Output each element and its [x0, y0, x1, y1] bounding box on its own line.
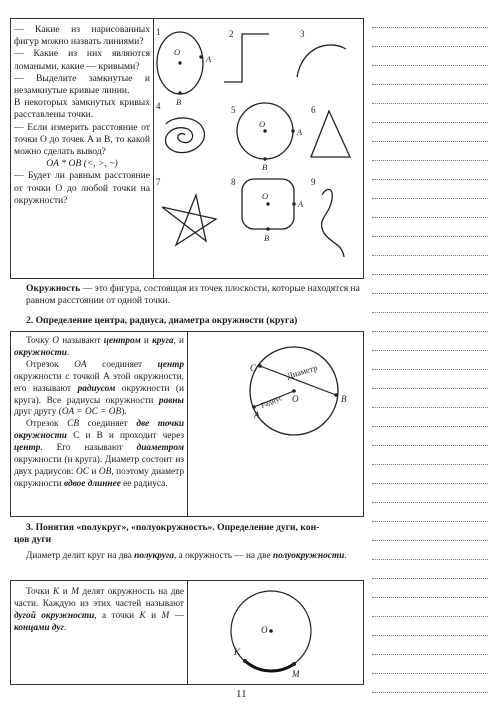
note-line [372, 388, 488, 389]
definition-term: Окружность [26, 283, 81, 294]
note-line [372, 255, 488, 256]
arc-bold [245, 661, 294, 671]
section2-text [14, 336, 184, 491]
label-O: O [292, 394, 299, 404]
note-line [372, 65, 488, 66]
note-line [372, 198, 488, 199]
note-line [372, 407, 488, 408]
note-line [372, 122, 488, 123]
figure-number-6: 6 [311, 105, 316, 115]
figure-6-triangle [311, 111, 350, 157]
note-line [372, 445, 488, 446]
note-line [372, 141, 488, 142]
fig1-label-A: A [206, 54, 212, 64]
label-C: C [250, 363, 257, 373]
section3-text: Точки K и M делят окружность на две части. Каждую из этих частей называют дугой окружности, а точки K и M — концами дуг. [14, 587, 184, 633]
question-5: — Если измерить расстояние от точки O до точек A и B, то какой можно сделать вывод? [14, 121, 150, 158]
note-line [372, 312, 488, 313]
page-number: 11 [236, 688, 247, 700]
note-line [372, 426, 488, 427]
note-line [372, 27, 488, 28]
question-4: В некоторых замкнутых кривых расставлены точки. [14, 97, 150, 121]
figure-number-1: 1 [156, 27, 161, 37]
question-6: — Будет ли равным расстояние от точки O до любой точки на окружности? [14, 170, 150, 206]
label-M: M [292, 669, 300, 679]
section1-figures [154, 19, 361, 277]
figure-3-arc [297, 45, 346, 77]
label-radius: Радиус [259, 393, 284, 410]
section2-title: 2. Определение центра, радиуса, диаметра окружности (круга) [26, 315, 298, 326]
note-line [372, 521, 488, 522]
fig5-label-A: A [297, 127, 303, 137]
note-line [372, 635, 488, 636]
section3-intro: Диаметр делит круг на два полукруга, а окружность — на две полуокружности. [26, 551, 347, 561]
note-line [372, 103, 488, 104]
note-line [372, 350, 488, 351]
section3-title-line-2: цов дуги [14, 534, 52, 545]
label-K: K [234, 647, 241, 657]
figure-number-3: 3 [300, 29, 305, 39]
section3-figure [188, 581, 361, 683]
section3-title [14, 522, 362, 546]
figure-number-8: 8 [231, 177, 236, 187]
note-line [372, 692, 488, 693]
label-diameter: Диаметр [285, 362, 319, 381]
label-B: B [341, 394, 347, 404]
note-line [372, 502, 488, 503]
label-O-arc: O [261, 625, 268, 635]
section3-title-line-1: 3. Понятия «полукруг», «полуокружность». Определение дуги, кон- [26, 522, 320, 533]
note-line [372, 179, 488, 180]
fig8-label-A: A [298, 199, 304, 209]
note-line [372, 84, 488, 85]
figure-9-squiggle [322, 189, 344, 257]
note-line [372, 160, 488, 161]
fig5-label-O: O [259, 119, 266, 129]
section2-paragraph-1: Точку O называют центром и круга, и окружности. [14, 336, 185, 358]
note-line [372, 274, 488, 275]
section2-figure [188, 332, 361, 515]
section2-paragraph-2: Отрезок OA соединяет центр окружности с точкой A этой окружности, его называют радиусом окружности (и круга). Все радиусы окружности равны друг другу (OA = OC = OB). [14, 359, 185, 418]
question-1: — Какие из нарисованных фигур можно назвать линиями? [14, 24, 150, 48]
question-2: — Какие из них являются ломаными, какие — кривыми? [14, 48, 150, 72]
figure-number-4: 4 [156, 101, 161, 111]
figure-number-9: 9 [311, 177, 316, 187]
question-formula: OA * OB (<, >, ~) [46, 158, 118, 170]
note-line [372, 616, 488, 617]
note-line [372, 483, 488, 484]
fig8-label-B: B [264, 233, 270, 243]
note-line [372, 654, 488, 655]
figure-number-5: 5 [231, 105, 236, 115]
note-line [372, 331, 488, 332]
note-line [372, 540, 488, 541]
section1-questions [14, 24, 150, 207]
note-line [372, 578, 488, 579]
figure-4-spiral [165, 118, 204, 153]
fig1-label-B: B [176, 97, 182, 107]
question-3: — Выделите замкнутые и незамкнутые кривые линии. [14, 72, 150, 97]
figure-number-7: 7 [156, 177, 161, 187]
fig1-label-O: O [174, 47, 181, 57]
definition-text: — это фигура, состоящая из точек плоскости, которые находятся на равном расстоянии от одной точки. [26, 283, 360, 307]
circle-definition [26, 283, 362, 307]
note-line [372, 464, 488, 465]
note-line [372, 217, 488, 218]
fig5-label-B: B [262, 162, 268, 172]
note-line [372, 236, 488, 237]
figure-2-polyline [224, 34, 269, 82]
note-line [372, 46, 488, 47]
figure-7-star [162, 195, 216, 245]
note-line [372, 293, 488, 294]
section2-paragraph-3: Отрезок CB соединяет две точки окружности C и B и проходит через центр. Его называют диаметром окружности (и круга). Диаметр состоит из двух радиусов: OC и OB, поэтому диаметр окружности вдвое длиннее ее радиуса. [14, 419, 185, 489]
figure-number-2: 2 [229, 29, 234, 39]
note-line [372, 559, 488, 560]
note-line [372, 673, 488, 674]
label-A: A [254, 410, 260, 420]
fig8-label-O: O [262, 191, 269, 201]
note-line [372, 369, 488, 370]
note-line [372, 597, 488, 598]
